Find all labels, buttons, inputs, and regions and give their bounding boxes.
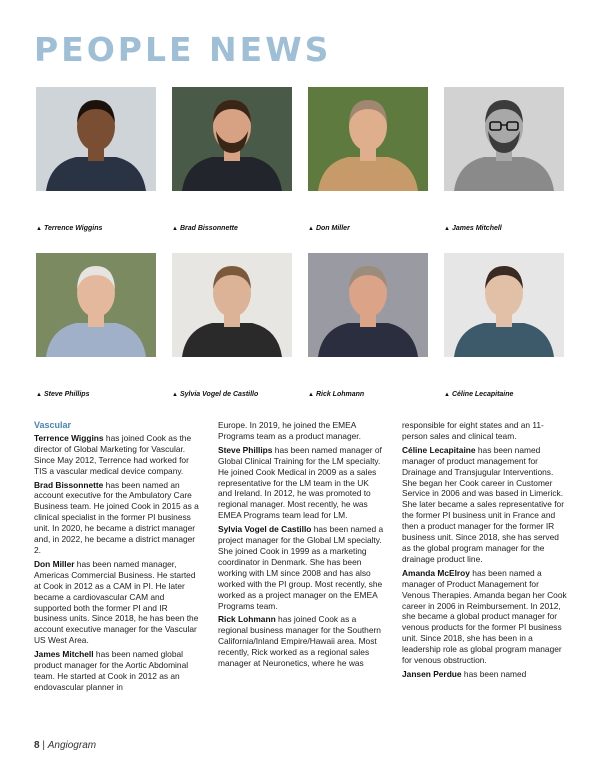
caption-name: Sylvia Vogel de Castillo [179,391,259,398]
person-name: Amanda McElroy [402,567,470,578]
paragraph-text: has been named [461,668,527,679]
article-paragraph [218,420,384,442]
article-column-1 [34,420,200,696]
caption-triangle-icon: ▲ [36,226,42,232]
article-paragraph [402,445,568,565]
article-paragraph [218,614,384,669]
portrait-photo [308,253,428,357]
photo-caption [308,225,438,237]
person-name: Terrence Wiggins [34,432,104,443]
paragraph-text: has been named manager of product management for Drainage and Transjugular Interventions. She began her Cook career in Customer Service in 2006 and was based in Limerick. She later became a sales representative for the former PI business unit in France and then a product manager for the former IR business unit. Since 2018, she has served as the global program manager for the drainage product line. [402,444,565,564]
paragraph-text: has joined Cook as a regional business manager for the Southern California/Inland Empire/Hawaii area. Most recently, Rick worked as a regional sales manager at Neuronetics, where he was [218,614,381,669]
portrait-image [172,87,292,191]
person-name: Sylvia Vogel de Castillo [218,524,312,535]
caption-triangle-icon: ▲ [308,392,314,398]
article-paragraph [34,433,200,477]
caption-name: Céline Lecapitaine [451,391,514,398]
photo-caption [36,391,166,403]
portrait-photo [172,87,292,191]
caption-triangle-icon: ▲ [36,392,42,398]
caption-triangle-icon: ▲ [172,392,178,398]
paragraph-text: has been named a manager of Product Management for Venous Therapies. Amanda began her Cook career in 2006 in Reimbursement. In 2012, she became a global product manager for venous products for the former PI business unit. Since 2018, she has been in a leadership role as global program manager for venous obstruction. [402,567,567,666]
article-paragraph [402,669,568,680]
person-name: Don Miller [34,558,75,569]
portrait-image [308,253,428,357]
caption-name: Steve Phillips [43,391,90,398]
publication-name: Angiogram [47,740,97,751]
person-name: Brad Bissonnette [34,479,104,490]
paragraph-text: has joined Cook as the director of Global Marketing for Vascular. Since May 2012, Terrence had worked for TIS a vascular medical device company. [34,432,192,476]
article-columns [34,420,574,720]
paragraph-text: has been named manager, Americas Commercial Business. He started at Cook in 2012 as a CAM in PI. He later became a cardiovascular CAM and supported both the former PI and IR business units. Since 2018, he has been the account executive manager for the Vascular US West Area. [34,558,199,646]
caption-name: Brad Bissonnette [179,225,238,232]
article-paragraph [218,445,384,521]
portrait-photo [36,253,156,357]
portrait-photo [308,87,428,191]
photo-caption [36,225,166,237]
paragraph-text: has been named global product manager for the Aortic Abdominal team. He started at Cook in 2012 as an endovascular planner in [34,649,189,692]
caption-triangle-icon: ▲ [172,226,178,232]
article-paragraph [402,568,568,666]
portrait-photo [444,253,564,357]
caption-name: Rick Lohmann [315,391,365,398]
photo-caption [444,225,574,237]
paragraph-text: has been named an account executive for the Ambulatory Care Business team. He joined Cook in 2015 as a clinical specialist in the former PI business unit. In 2020, he became a district manager and, in 2022, he became a district manager 2. [34,479,199,555]
portrait-image [444,87,564,191]
portrait-image [172,253,292,357]
portrait-image [36,253,156,357]
portrait-image [308,87,428,191]
photo-caption [308,391,438,403]
paragraph-text: Europe. In 2019, he joined the EMEA Programs team as a product manager. [218,420,361,441]
photo-caption [172,225,302,237]
paragraph-text: has been named manager of Global Clinical Training for the LM specialty. He joined Cook Medical in 2009 as a sales representative for the LM team in the UK and Ireland. In 2012, he was promoted to regional manager. Most recently, he was EMEA Programs team lead for LM. [218,444,382,521]
page-footer [34,740,96,751]
page-number: 8 [34,740,40,751]
person-name: Rick Lohmann [218,614,276,625]
portrait-image [444,253,564,357]
person-name: Jansen Perdue [402,668,462,679]
paragraph-text: responsible for eight states and an 11-person sales and clinical team. [402,420,544,441]
caption-name: Terrence Wiggins [43,225,103,232]
article-paragraph [218,524,384,611]
photo-caption [172,391,302,403]
person-name: Steve Phillips [218,444,273,455]
article-paragraph [402,420,568,442]
portrait-photo [36,87,156,191]
footer-separator: | [42,740,45,751]
caption-name: Don Miller [315,225,350,232]
article-paragraph [34,649,200,693]
person-name: James Mitchell [34,649,94,660]
paragraph-text: has been named a project manager for the Global LM specialty. She joined Cook in 1999 as a marketing coordinator in Denmark. She has been working with LM since 2008 and has also worked with the PI group. Most recently, she worked as a project manager on the EMEA Programs team. [218,524,384,611]
portrait-photo [444,87,564,191]
photo-caption [444,391,574,403]
portrait-image [36,87,156,191]
caption-triangle-icon: ▲ [444,392,450,398]
caption-name: James Mitchell [451,225,502,232]
article-column-2 [218,420,384,672]
page-title: PEOPLE NEWS [34,30,332,69]
person-name: Céline Lecapitaine [402,444,476,455]
article-paragraph [34,559,200,646]
section-heading: Vascular [34,420,72,430]
portrait-photo [172,253,292,357]
article-paragraph [34,480,200,556]
caption-triangle-icon: ▲ [444,226,450,232]
caption-triangle-icon: ▲ [308,226,314,232]
article-column-3 [402,420,568,683]
